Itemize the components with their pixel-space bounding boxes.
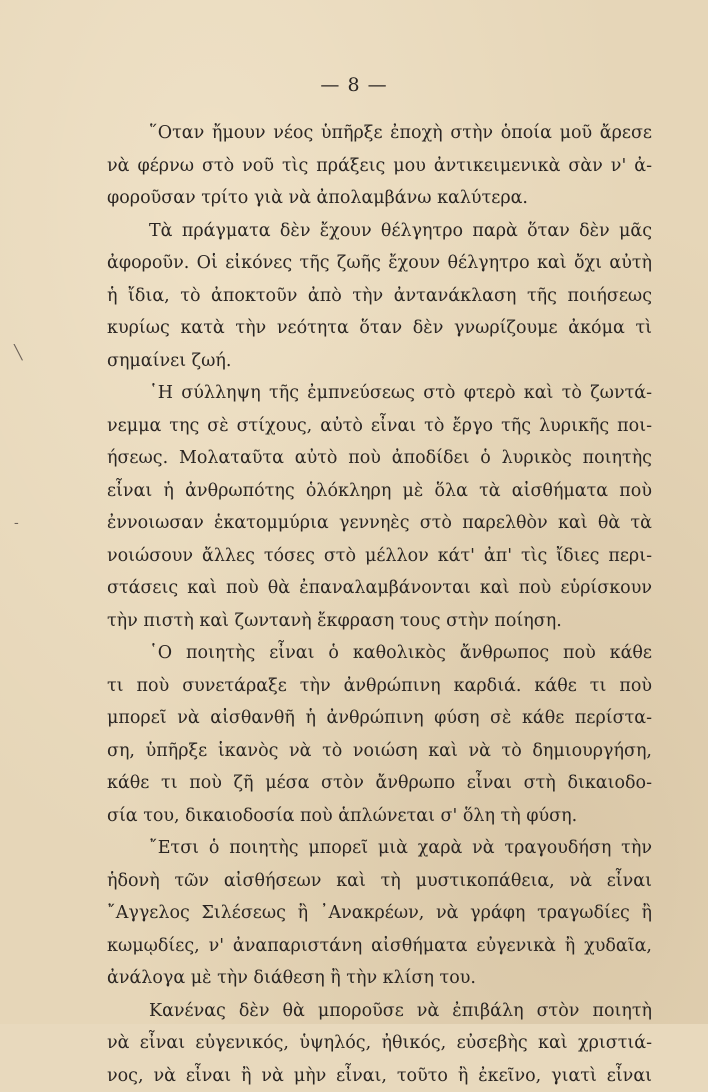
text-line: μπορεῖ νὰ αἰσθανθῆ ἡ ἀνθρώπινη φύση σὲ κάθε περίστα- (107, 702, 652, 735)
text-line: ση, ὑπῆρξε ἱκανὸς νὰ τὸ νοιώση καὶ νὰ τὸ δημιουργήση, (107, 735, 652, 768)
text-line: ἡ ἴδια, τὸ ἀποκτοῦν ἀπὸ τὴν ἀντανάκλαση τῆς ποιήσεως (107, 280, 652, 313)
text-line: ἀφοροῦν. Οἱ εἰκόνες τῆς ζωῆς ἔχουν θέλγητρο καὶ ὄχι αὐτὴ (107, 247, 652, 280)
text-line: Κανένας δὲν θὰ μποροῦσε νὰ ἐπιβάλη στὸν ποιητὴ (107, 995, 652, 1028)
text-line: τι ποὺ συνετάραξε τὴν ἀνθρώπινη καρδιά. κάθε τι ποὺ (107, 670, 652, 703)
text-line: φοροῦσαν τρίτο γιὰ νὰ ἀπολαμβάνω καλύτερα. (107, 182, 652, 215)
text-line: νοιώσουν ἄλλες τόσες στὸ μέλλον κάτ' ἀπ' τὶς ἴδιες περι- (107, 540, 652, 573)
body-text (107, 117, 652, 1092)
text-line: ῾Ο ποιητὴς εἶναι ὁ καθολικὸς ἄνθρωπος ποὺ κάθε (107, 637, 652, 670)
text-line: σία του, δικαιοδοσία ποὺ ἁπλώνεται σ' ὅλη τὴ φύση. (107, 800, 652, 833)
text-line: ἀνάλογα μὲ τὴν διάθεση ἢ τὴν κλίση του. (107, 962, 652, 995)
text-line: ἡδονὴ τῶν αἰσθήσεων καὶ τὴ μυστικοπάθεια, νὰ εἶναι (107, 865, 652, 898)
margin-mark: - (14, 515, 19, 531)
text-line: νεμμα της σὲ στίχους, αὐτὸ εἶναι τὸ ἔργο τῆς λυρικῆς ποι- (107, 410, 652, 443)
text-line: στάσεις καὶ ποὺ θὰ ἐπαναλαμβάνονται καὶ ποὺ εὑρίσκουν (107, 572, 652, 605)
text-line: νὰ εἶναι εὐγενικός, ὑψηλός, ἠθικός, εὐσεβὴς καὶ χριστιά- (107, 1027, 652, 1060)
text-line: κυρίως κατὰ τὴν νεότητα ὅταν δὲν γνωρίζουμε ἀκόμα τὶ (107, 312, 652, 345)
text-line: ήσεως. Μολαταῦτα αὐτὸ ποὺ ἀποδίδει ὁ λυρικὸς ποιητὴς (107, 442, 652, 475)
text-line: ῾Η σύλληψη τῆς ἐμπνεύσεως στὸ φτερὸ καὶ τὸ ζωντά- (107, 377, 652, 410)
text-line: κωμῳδίες, ν' ἀναπαριστάνη αἰσθήματα εὐγενικὰ ἢ χυδαῖα, (107, 930, 652, 963)
text-line: ῎Ετσι ὁ ποιητὴς μπορεῖ μιὰ χαρὰ νὰ τραγουδήση τὴν (107, 832, 652, 865)
text-line: κάθε τι ποὺ ζῆ μέσα στὸν ἄνθρωπο εἶναι στὴ δικαιοδο- (107, 767, 652, 800)
margin-mark: ╲ (14, 345, 22, 361)
text-line: σημαίνει ζωή. (107, 345, 652, 378)
text-line: νος, νὰ εἶναι ἢ νὰ μὴν εἶναι, τοῦτο ἢ ἐκεῖνο, γιατὶ εἶναι (107, 1060, 652, 1092)
text-line: εἶναι ἡ ἀνθρωπότης ὁλόκληρη μὲ ὅλα τὰ αἰσθήματα ποὺ (107, 475, 652, 508)
text-line: τὴν πιστὴ καὶ ζωντανὴ ἔκφραση τους στὴν ποίηση. (107, 605, 652, 638)
text-line: νὰ φέρνω στὸ νοῦ τὶς πράξεις μου ἀντικειμενικὰ σὰν ν' ἀ- (107, 150, 652, 183)
text-line: ἐννοιωσαν ἑκατομμύρια γεννηὲς στὸ παρελθὸν καὶ θὰ τὰ (107, 507, 652, 540)
page-number: — 8 — (0, 74, 708, 96)
text-line: Τὰ πράγματα δὲν ἔχουν θέλγητρο παρὰ ὅταν δὲν μᾶς (107, 215, 652, 248)
text-line: ῞Οταν ἤμουν νέος ὑπῆρξε ἐποχὴ στὴν ὁποία μοῦ ἄρεσε (107, 117, 652, 150)
text-line: ῎Αγγελος Σιλέσεως ἢ ᾿Ανακρέων, νὰ γράφη τραγωδίες ἢ (107, 897, 652, 930)
